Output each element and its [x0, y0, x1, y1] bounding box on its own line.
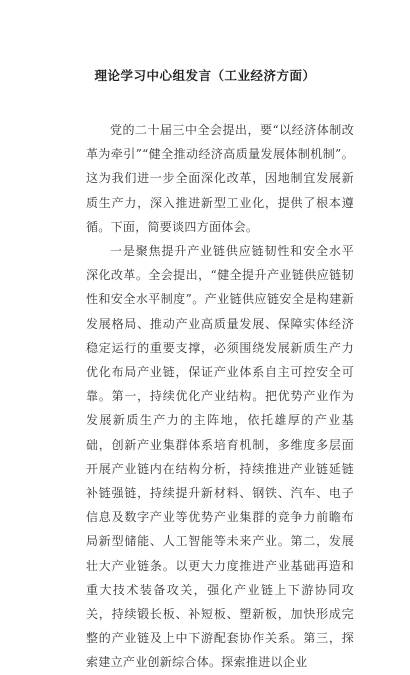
- paragraph-point-one: 一是聚焦提升产业链供应链韧性和安全水平深化改革。全会提出，“健全提升产业链供应链韧性和安全水平制度”。产业链供应链安全是构建新发展格局、推动产业高质量发展、保障实体经济稳定运行的重要支撑，必须围绕发展新质生产力优化布局产业链，保证产业体系自主可控安全可靠。第一，持续优化产业结构。把优势产业作为发展新质生产力的主阵地，依托雄厚的产业基础，创新产业集群体系培育机制，多维度多层面开展产业链内在结构分析，持续推进产业链延链补链强链，持续提升新材料、钢铁、汽车、电子信息及数字产业等优势产业集群的竞争力前瞻布局新型储能、人工智能等未来产业。第二，发展壮大产业链条。以更大力度推进产业基础再造和重大技术装备攻关，强化产业链上下游协同攻关，持续锻长板、补短板、塑新板，加快形成完整的产业链及上中下游配套协作关系。第三，探索建立产业创新综合体。探索推进以企业: [86, 244, 354, 670]
- document-body: [86, 118, 354, 675]
- document-title: 理论学习中心组发言（工业经济方面）: [94, 68, 316, 83]
- paragraph-intro: 党的二十届三中全会提出，要“以经济体制改革为牵引”“健全推动经济高质量发展体制机制”。这为我们进一步全面深化改革，因地制宜发展新质生产力，深入推进新型工业化，提供了根本遵循。下面，简要谈四方面体会。: [86, 123, 354, 234]
